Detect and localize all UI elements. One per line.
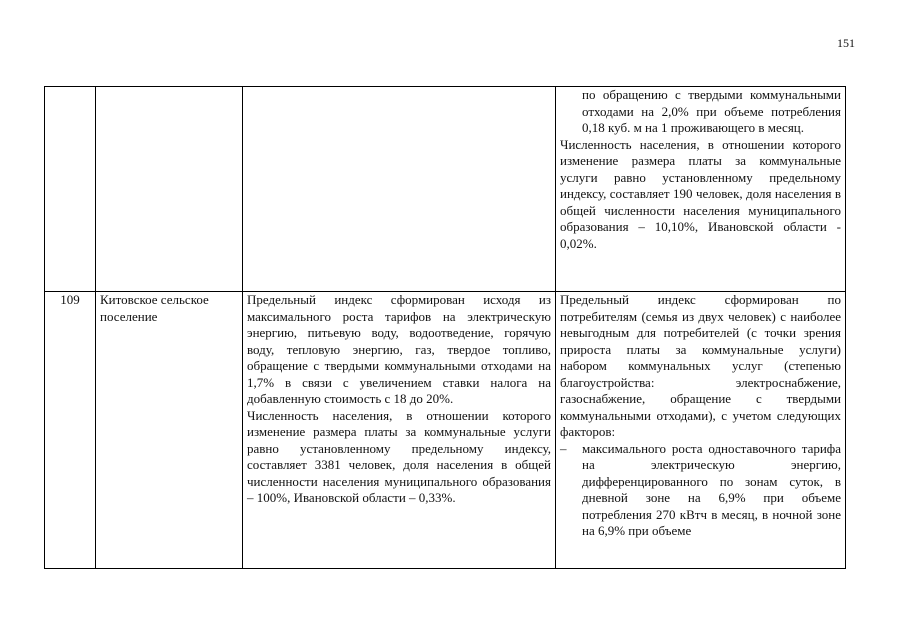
index-basis-cell [243,292,556,569]
population-paragraph: Численность населения, в отношении которого изменение размера платы за коммунальные услуги равно установленному предельному индексу, составляет 190 человек, доля населения в общей численности населения муниципального образования – 10,10%, Ивановской области - 0,02%. [560,136,841,251]
index-basis-paragraph: Предельный индекс сформирован исходя из максимального роста тарифов на электрическую энергию, питьевую воду, водоотведение, горячую воду, тепловую энергию, газ, твердое топливо, обращение с твердыми коммунальными отходами на 1,7% в связи с увеличением ставки налога на добавленную стоимость с 18 до 20%. [247,292,551,406]
index-basis-cell [243,87,556,292]
municipality-cell: Китовское сельское поселение [96,292,243,569]
municipality-cell [96,87,243,292]
factor-list-item [560,441,841,540]
row-number-cell: 109 [45,292,96,569]
dash-bullet: – [560,440,567,456]
population-paragraph: Численность населения, в отношении которого изменение размера платы за коммунальные услуги равно установленному предельному индексу, составляет 3381 человек, доля населения в общей численности населения муниципального образования – 100%, Ивановской области – 0,33%. [247,407,551,505]
table-row [45,292,846,569]
page-number: 151 [837,36,855,50]
row-number-cell [45,87,96,292]
consumer-basis-paragraph: Предельный индекс сформирован по потребителям (семья из двух человек) с наиболее невыгодным для потребителей (с точки зрения прироста платы за коммунальные услуги) набором коммунальных услуг (степенью благоустройства: электроснабжение, газоснабжение, обращение с твердыми коммунальными отходами), с учетом следующих факторов: [560,292,841,439]
consumer-details-cell [556,292,846,569]
tariff-table [44,86,846,569]
table-row [45,87,846,292]
continuation-paragraph: по обращению с твердыми коммунальными отходами на 2,0% при объеме потребления 0,18 куб. м на 1 проживающего в месяц. [582,87,841,135]
factor-text: максимального роста одноставочного тарифа на электрическую энергию, дифференцированного по зонам суток, в дневной зоне на 6,9% при объеме потребления 270 кВтч в месяц, в ночной зоне на 6,9% при объеме [582,440,841,538]
consumer-details-cell [556,87,846,292]
